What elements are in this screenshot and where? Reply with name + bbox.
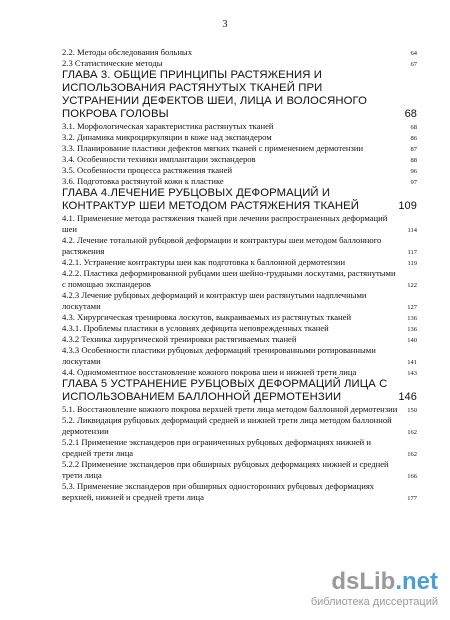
toc-entry — [62, 213, 417, 235]
table-of-contents — [62, 47, 417, 503]
toc-entry — [62, 459, 417, 481]
toc-entry-title: 3.1. Морфологическая характеристика растянутых тканей — [62, 121, 274, 131]
toc-entry-page: 141 — [407, 359, 417, 366]
toc-entry — [62, 47, 417, 58]
toc-entry-page: 68 — [410, 124, 417, 131]
toc-entry-page: 97 — [410, 179, 417, 186]
toc-entry — [62, 143, 417, 154]
toc-entry-title: 5.2. Ликвидация рубцовых деформаций средней и нижней трети лица методом баллонной дермотензии — [62, 415, 392, 436]
toc-entry-page: 64 — [410, 50, 417, 57]
toc-entry-page: 86 — [410, 135, 417, 142]
toc-entry — [62, 323, 417, 334]
toc-entry — [62, 367, 417, 378]
toc-entry-page: 146 — [398, 391, 417, 403]
toc-entry-page: 88 — [410, 157, 417, 164]
toc-entry — [62, 176, 417, 187]
toc-entry-title: 4.4. Одномоментное восстановление кожного покрова шеи и нижней трети лица — [62, 367, 357, 377]
toc-entry-title: 4.1. Применение метода растяжения тканей при лечении распространенных деформаций шеи — [62, 213, 388, 234]
toc-entry-title: ГЛАВА 4.ЛЕЧЕНИЕ РУБЦОВЫХ ДЕФОРМАЦИЙ И КОНТРАКТУР ШЕИ МЕТОДОМ РАСТЯЖЕНИЯ ТКАНЕЙ — [62, 187, 359, 212]
toc-entry — [62, 481, 417, 503]
toc-entry-title: 4.2.2. Пластика деформированной рубцами шеи шейно-грудными лоскутами, растянутыми с помощью экспандеров — [62, 268, 396, 289]
toc-entry-title: ГЛАВА 5 УСТРАНЕНИЕ РУБЦОВЫХ ДЕФОРМАЦИЙ ЛИЦА С ИСПОЛЬЗОВАНИЕМ БАЛЛОННОЙ ДЕРМОТЕНЗИИ — [62, 378, 388, 403]
toc-entry-page: 117 — [407, 249, 417, 256]
toc-entry-page: 122 — [407, 282, 417, 289]
toc-entry — [62, 154, 417, 165]
toc-entry — [62, 257, 417, 268]
toc-entry-page: 162 — [407, 451, 417, 458]
toc-entry-title: 5.2.2 Применение экспандеров при обширных рубцовых деформациях нижней и средней трети лица — [62, 459, 389, 480]
toc-entry-title: 3.4. Особенности техники имплантации экспандеров — [62, 154, 256, 164]
toc-entry — [62, 345, 417, 367]
toc-entry-page: 136 — [407, 315, 417, 322]
toc-entry-title: 5.1. Восстановление кожного покрова верхней трети лица методом баллонной дермотензии — [62, 404, 398, 414]
toc-entry-page: 162 — [407, 429, 417, 436]
toc-entry-page: 166 — [407, 473, 417, 480]
toc-entry-title: 2.3 Статистические методы — [62, 58, 163, 68]
dslib-watermark — [311, 570, 438, 608]
toc-entry-title: 4.3.2 Техника хирургической тренировки растягиваемых тканей — [62, 334, 297, 344]
toc-chapter — [62, 69, 417, 121]
toc-entry — [62, 58, 417, 69]
toc-entry-page: 109 — [398, 200, 417, 212]
toc-entry-title: 4.2.3 Лечение рубцовых деформаций и контрактур шеи растянутыми надплечными лоскутами — [62, 290, 367, 311]
toc-entry-page: 150 — [407, 407, 417, 414]
toc-entry-title: 4.2.1. Устранение контрактуры шеи как подготовка к баллонной дермотензии — [62, 257, 346, 267]
toc-entry — [62, 415, 417, 437]
toc-entry-title: 3.6. Подготовка растянутой кожи к пластике — [62, 176, 224, 186]
toc-entry-title: ГЛАВА 3. ОБЩИЕ ПРИНЦИПЫ РАСТЯЖЕНИЯ И ИСПОЛЬЗОВАНИЯ РАСТЯНУТЫХ ТКАНЕЙ ПРИ УСТРАНЕНИИ ДЕФЕКТОВ ШЕИ, ЛИЦА И ВОЛОСЯНОГО ПОКРОВА ГОЛОВЫ — [62, 69, 368, 120]
toc-entry-page: 177 — [407, 495, 417, 502]
toc-entry — [62, 404, 417, 415]
page-number: 3 — [222, 19, 228, 30]
toc-entry-page: 67 — [410, 61, 417, 68]
toc-entry — [62, 235, 417, 257]
toc-entry-page: 143 — [407, 370, 417, 377]
toc-entry — [62, 268, 417, 290]
toc-entry-title: 4.3.3 Особенности пластики рубцовых деформаций тренированными ротированными лоскутами — [62, 345, 376, 366]
toc-entry — [62, 437, 417, 459]
toc-entry-title: 4.2. Лечение тотальной рубцовой деформации и контрактуры шеи методом баллонного растяжения — [62, 235, 382, 256]
dslib-logo — [311, 570, 438, 594]
toc-chapter — [62, 187, 417, 213]
toc-entry — [62, 121, 417, 132]
toc-entry-page: 140 — [407, 337, 417, 344]
toc-entry-title: 5.2.1 Применение экспандеров при ограниченных рубцовых деформациях нижней и средней трети лица — [62, 437, 371, 458]
toc-entry-page: 119 — [407, 260, 417, 267]
toc-entry-title: 2.2. Методы обследования больных — [62, 47, 193, 57]
watermark-subtitle: библиотека диссертаций — [310, 596, 438, 608]
toc-entry — [62, 165, 417, 176]
toc-entry-page: 127 — [407, 304, 417, 311]
logo-ext-text: .net — [395, 568, 438, 595]
toc-entry-page: 114 — [407, 227, 417, 234]
toc-entry — [62, 290, 417, 312]
toc-entry-title: 4.3. Хирургическая тренировка лоскутов, выкраиваемых из растянутых тканей — [62, 312, 352, 322]
toc-entry-title: 4.3.1. Проблемы пластики в условиях дефицита неповрежденных тканей — [62, 323, 329, 333]
toc-chapter — [62, 378, 417, 404]
toc-entry-page: 68 — [404, 108, 417, 120]
toc-entry-title: 5.3. Применение экспандеров при обширных односторонних рубцовых деформациях верхней, нижней и средней трети лица — [62, 481, 375, 502]
toc-entry — [62, 132, 417, 143]
toc-entry — [62, 312, 417, 323]
toc-entry-page: 87 — [410, 146, 417, 153]
toc-entry-title: 3.5. Особенности процесса растяжения тканей — [62, 165, 233, 175]
toc-entry-page: 96 — [410, 168, 417, 175]
toc-entry-title: 3.2. Динамика микроциркуляции в коже над экспандером — [62, 132, 272, 142]
toc-entry-page: 136 — [407, 326, 417, 333]
toc-entry — [62, 334, 417, 345]
toc-entry-title: 3.3. Планирование пластики дефектов мягких тканей с применением дермотензии — [62, 143, 364, 153]
logo-main-text: dsLib — [331, 568, 396, 595]
